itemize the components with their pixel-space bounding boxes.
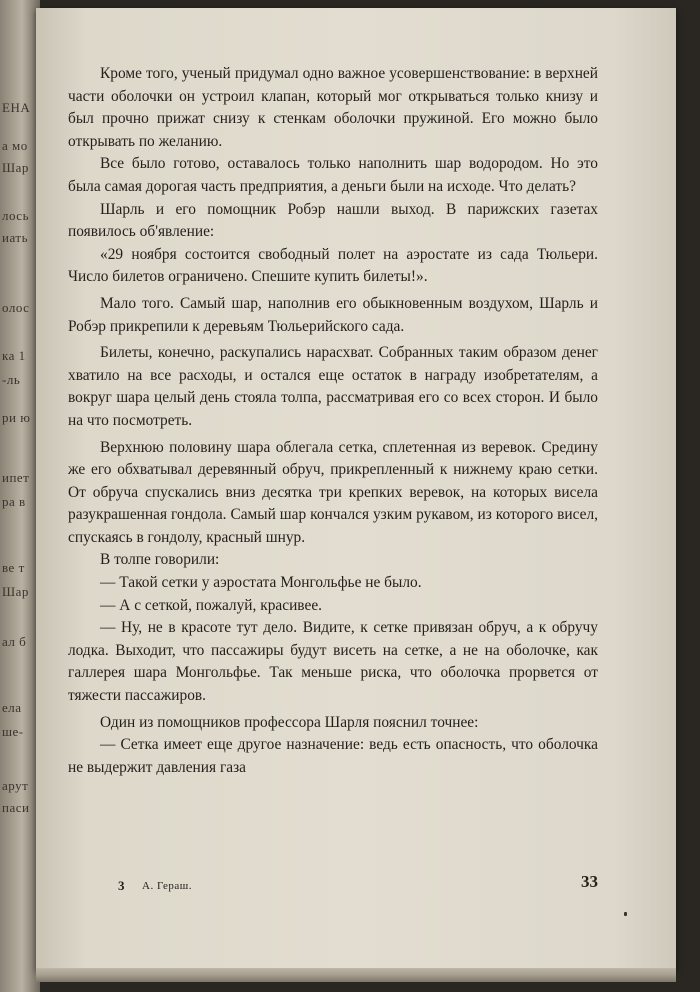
signature-author: А. Гераш.: [142, 880, 192, 892]
left-page-text-fragment: ве т: [2, 560, 25, 575]
paragraph: Все было готово, оставалось только наполнить шар водородом. Но это была самая дорогая часть предприятия, а деньги были на исходе. Что делать?: [68, 155, 598, 195]
page-body-text: [68, 63, 598, 779]
page-number: 33: [581, 872, 598, 891]
paragraph: Один из помощников профессора Шарля пояснил точнее:: [100, 713, 479, 731]
dialogue-line: — Ну, не в красоте тут дело. Видите, к сетке привязан обруч, а к обручу лодка. Выходит, что пассажиры будут висеть на сетке, а не на оболочке, как галлерея шара Монгольфье. Так меньше риска, что оболочка прорвется от тяжести пассажиров.: [68, 619, 598, 705]
left-page-text-fragment: ипет: [2, 470, 30, 485]
paragraph: Билеты, конечно, раскупались нарасхват. Собранных таким образом денег хватило на все расходы, и остался еще остаток в награду изобретателям, а вокруг шара целый день стояла толпа, рассматривая его со всех сторон. И было на что посмотреть.: [68, 344, 598, 429]
left-page-text-fragment: арут: [2, 778, 29, 793]
left-page-text-fragment: Шар: [2, 584, 29, 599]
left-page-text-fragment: иать: [2, 230, 29, 245]
left-page-text-fragment: а мо: [2, 138, 28, 153]
left-page-text-fragment: олос: [2, 300, 30, 315]
left-page-text-fragment: ка 1: [2, 348, 26, 363]
left-page-text-fragment: паси: [2, 800, 30, 815]
paragraph: Шарль и его помощник Робэр нашли выход. В парижских газетах появилось об'явление:: [68, 200, 598, 241]
left-page-text-fragment: ри ю: [2, 410, 31, 425]
left-page-text-fragment: ра в: [2, 494, 26, 509]
left-page-text-fragment: лось: [2, 208, 30, 223]
dialogue-line: — А с сеткой, пожалуй, красивее.: [100, 596, 322, 614]
paragraph: В толпе говорили:: [100, 551, 220, 569]
left-page-edge: [0, 0, 40, 992]
left-page-text-fragment: ал б: [2, 634, 27, 649]
print-speck: [624, 912, 627, 916]
left-page-text-fragment: Шар: [2, 160, 29, 175]
signature-number: 3: [118, 878, 125, 893]
paragraph: Кроме того, ученый придумал одно важное усовершенствование: в верхней части оболочки он устроил клапан, который мог открываться только книзу и был прочно прижат снизу к стенкам оболочки пружиной. Его можно было открывать по желанию.: [68, 65, 598, 150]
dialogue-line: — Сетка имеет еще другое назначение: ведь есть опасность, что оболочка не выдержит давления газа: [68, 736, 598, 776]
left-page-text-fragment: ше-: [2, 724, 24, 739]
paragraph: Верхнюю половину шара облегала сетка, сплетенная из веревок. Средину же его обхватывал деревянный обруч, прикрепленный к нижнему краю сетки. От обруча спускались вниз десятка три крепких веревок, на которых висела разукрашенная гондола. Самый шар кончался узким рукавом, из которого висел, спускаясь в гондолу, красный шнур.: [68, 438, 598, 546]
left-page-text-fragment: ела: [2, 700, 22, 715]
left-page-text-fragment: -ль: [2, 372, 21, 387]
paragraph: Мало того. Самый шар, наполнив его обыкновенным воздухом, Шарль и Робэр прикрепили к деревьям Тюльерийского сада.: [68, 294, 598, 335]
paragraph: «29 ноября состоится свободный полет на аэростате из сада Тюльери. Число билетов ограничено. Спешите купить билеты!».: [68, 245, 598, 286]
page-footer: [118, 872, 598, 898]
page-stack-edge: [36, 968, 676, 982]
left-page-text-fragment: ЕНА: [2, 100, 31, 115]
dialogue-line: — Такой сетки у аэростата Монгольфье не было.: [100, 574, 422, 592]
